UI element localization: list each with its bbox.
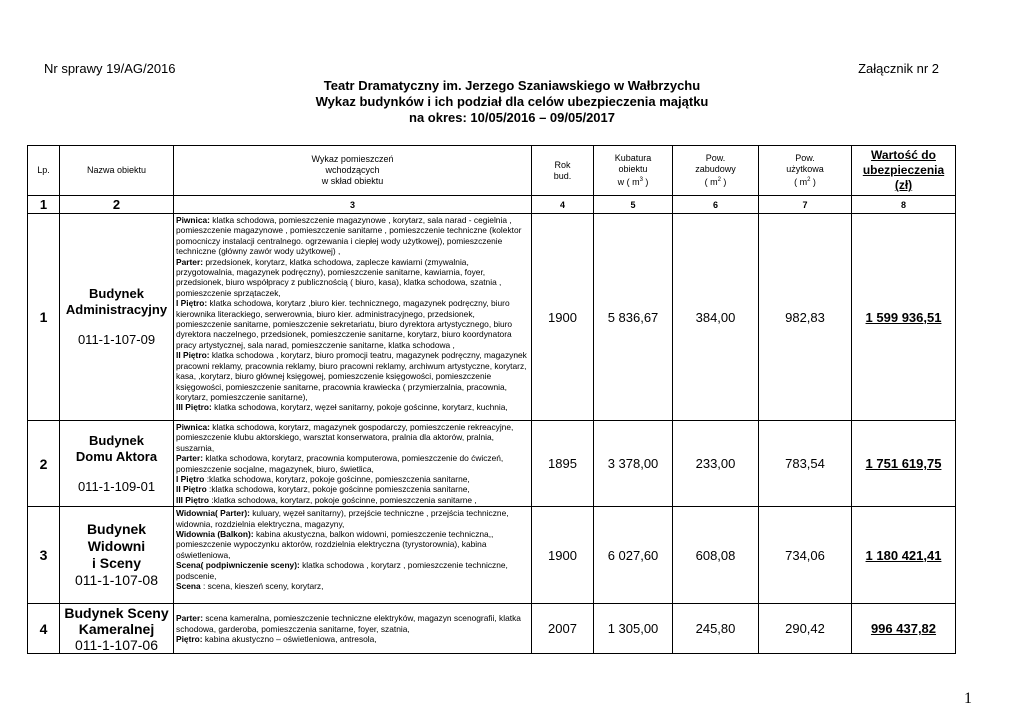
column-number: 2 (60, 196, 174, 214)
usable-area: 783,54 (759, 421, 852, 507)
col-value-line: (zł) (894, 178, 913, 192)
column-number: 8 (852, 196, 956, 214)
rooms-description (174, 507, 532, 604)
column-number: 5 (594, 196, 673, 214)
document-title (0, 78, 1024, 126)
building-name (60, 507, 174, 604)
table-header-row (28, 146, 956, 196)
usable-area: 290,42 (759, 604, 852, 654)
col-volume-line (594, 175, 672, 188)
floor-entry (176, 402, 529, 412)
building-name (60, 421, 174, 507)
usable-area: 734,06 (759, 507, 852, 604)
floor-entry (176, 634, 529, 644)
rooms-description (174, 421, 532, 507)
title-line-3: na okres: 10/05/2016 – 09/05/2017 (409, 110, 615, 125)
col-built-line (673, 175, 758, 188)
floor-rooms: kuluary, węzeł sanitarny), przejście techniczne , przejścia techniczne, widownia, rozdzielnia elektryczna, magazyny, (176, 508, 509, 529)
table-row (28, 214, 956, 421)
floor-entry (176, 350, 529, 402)
floor-entry (176, 453, 529, 474)
build-year: 1900 (532, 214, 594, 421)
col-usable-line: Pow. (795, 153, 815, 163)
floor-rooms: scena kameralna, pomieszczenie techniczne elektryków, magazyn scenografii, klatka schodowa, garderoba, pomieszczenia sanitarne, foyer, szatnia, (176, 613, 521, 634)
col-volume-unit: w ( m (617, 177, 640, 187)
floor-rooms: klatka schodowa , korytarz , pomieszczenie techniczne, podscenie, (176, 560, 508, 581)
floor-label: Scena( podpiwniczenie sceny): (176, 560, 300, 571)
col-volume-end: ) (642, 177, 649, 187)
volume: 1 305,00 (594, 604, 673, 654)
volume: 3 378,00 (594, 421, 673, 507)
floor-entry (176, 560, 529, 581)
col-volume-line: Kubatura (614, 153, 652, 163)
col-usable-line: użytkowa (786, 164, 824, 174)
row-lp: 2 (28, 421, 60, 507)
floor-label: I Piętro: (176, 298, 208, 309)
col-value-line: Wartość do (871, 148, 936, 162)
floor-entry (176, 495, 529, 505)
insured-value: 1 180 421,41 (852, 507, 956, 604)
floor-entry (176, 529, 529, 560)
floor-label: Widownia( Parter): (176, 508, 250, 519)
floor-label: Widownia (Balkon): (176, 529, 254, 540)
col-year-line: Rok (554, 159, 571, 170)
case-number: Nr sprawy 19/AG/2016 (44, 61, 176, 76)
build-year: 1895 (532, 421, 594, 507)
column-number: 6 (673, 196, 759, 214)
col-built-area (673, 146, 759, 196)
column-number: 3 (174, 196, 532, 214)
rooms-description (174, 604, 532, 654)
build-year: 2007 (532, 604, 594, 654)
col-value-line: ubezpieczenia (862, 163, 945, 177)
col-usable-sup: 2 (807, 177, 811, 183)
title-line-2: Wykaz budynków i ich podział dla celów ubezpieczenia majątku (315, 94, 709, 109)
floor-rooms: klatka schodowa , korytarz, biuro promocji teatru, magazynek podręczny, magazynek pracowni reklamy, pracownia reklamy, biuro pracowni reklamy, archiwum artystyczne, korytarz, kasa, ,korytarz, biuro głównej księgowej, pomieszczenie księgowości, pomieszczenie księgowości, pomieszczenie sanitarne, pracownia krawiecka ( przymierzalnia, pracownia, korytarz, pomieszczenie sanitarne), (176, 350, 527, 402)
building-name-line: Administracyjny (65, 302, 168, 317)
floor-entry (176, 581, 529, 591)
col-usable-end: ) (810, 177, 816, 187)
floor-rooms: :klatka schodowa, korytarz, pokoje gościnne, pomieszczenia sanitarne, (204, 474, 470, 485)
insured-value: 1 599 936,51 (852, 214, 956, 421)
floor-rooms: kabina akustyczna, balkon widowni, pomieszczenie techniczna,, pomieszczenie wypoczynku aktorów, rozdzielnia elektryczna (tyrystorownia), kabina oświetleniowa, (176, 529, 494, 560)
col-built-sup: 2 (717, 177, 721, 183)
building-code: 011-1-109-01 (77, 478, 156, 494)
building-name-line: Budynek Sceny (64, 604, 169, 621)
built-area: 233,00 (673, 421, 759, 507)
floor-rooms: przedsionek, korytarz, klatka schodowa, zaplecze kawiarni (zmywalnia, przygotowalnia, magazynek podręczny), pomieszczenie sanitarne, kawiarnia, foyer, przedsionek, biuro współpracy z publicznością ( biuro, kasa), klatka schodowa, szatnia , pomieszczenie sprzątaczek, (176, 256, 502, 298)
col-built-unit: ( m (704, 177, 718, 187)
col-year-line: bud. (553, 170, 572, 181)
column-number-row (28, 196, 956, 214)
built-area: 245,80 (673, 604, 759, 654)
attachment-label: Załącznik nr 2 (858, 61, 939, 76)
table-row (28, 507, 956, 604)
building-name-line: Budynek (89, 432, 144, 448)
column-number: 4 (532, 196, 594, 214)
col-rooms-line: w skład obiektu (321, 176, 384, 186)
floor-label: Parter: (176, 256, 203, 267)
floor-entry (176, 298, 529, 350)
floor-entry (176, 474, 529, 484)
floor-label: II Piętro: (176, 350, 210, 361)
column-number: 7 (759, 196, 852, 214)
floor-entry (176, 484, 529, 494)
col-volume-sup: 3 (639, 177, 643, 183)
floor-label: II Piętro (176, 484, 207, 495)
floor-rooms: kabina akustyczno – oświetleniowa, antresola, (202, 633, 377, 644)
col-name: Nazwa obiektu (60, 146, 174, 196)
building-name-line: Domu Aktora (75, 448, 158, 464)
floor-label: Piwnica: (176, 215, 210, 225)
building-code: 011-1-107-09 (77, 332, 156, 347)
floor-rooms: :klatka schodowa, korytarz, pokoje gościnne, pomieszczenia sanitarne , (209, 494, 477, 505)
rooms-description (174, 214, 532, 421)
building-code: 011-1-107-06 (74, 636, 159, 653)
built-area: 384,00 (673, 214, 759, 421)
floor-rooms: klatka schodowa, korytarz ,biuro kier. technicznego, magazynek podręczny, biuro kierownika literackiego, serwerownia, biuro kier. administracyjnego, przedsionek, pomieszczenie sanitarne, pomieszczenie sekretariatu, biuro dyrektora artystycznego, biuro dyrektora naczelnego, przedsionek, pomieszczenie sanitarne, korytarz, biuro koordynatora pracy artystycznej, sala narad, pomieszczenie sanitarne, klatka schodowa , (176, 298, 513, 350)
floor-entry (176, 508, 529, 529)
floor-rooms: : scena, kieszeń sceny, korytarz, (200, 581, 324, 592)
floor-rooms: klatka schodowa, korytarz, węzeł sanitarny, pokoje gościnne, korytarz, kuchnia, (211, 402, 508, 413)
floor-rooms: klatka schodowa, pomieszczenie magazynowe , korytarz, sala narad - cegielnia , pomieszczenie magazynowe , pomieszczenie sanitarne , pomieszczenie techniczne (kolektor pomocniczy instalacji centralnego. ogrzewania i ciepłej wody użytkowej), pomieszczenie techniczne (główny zawór wody użytkowej) , (176, 215, 522, 257)
floor-label: I Piętro (176, 474, 205, 485)
col-usable-area (759, 146, 852, 196)
floor-label: Piwnica: (176, 422, 210, 432)
col-volume-line: obiektu (618, 164, 648, 174)
title-line-1: Teatr Dramatyczny im. Jerzego Szaniawskiego w Wałbrzychu (323, 78, 701, 93)
floor-rooms: klatka schodowa, korytarz, pracownia komputerowa, pomieszczenie do ćwiczeń, pomieszczenie socjalne, magazynek, biuro, świetlica, (176, 453, 504, 474)
building-name-line: Budynek (89, 286, 144, 301)
build-year: 1900 (532, 507, 594, 604)
row-lp: 3 (28, 507, 60, 604)
column-number: 1 (28, 196, 60, 214)
floor-label: Parter: (176, 453, 203, 464)
insured-value: 1 751 619,75 (852, 421, 956, 507)
row-lp: 1 (28, 214, 60, 421)
building-name-line: i Sceny (91, 555, 142, 572)
col-built-line: zabudowy (695, 164, 736, 174)
col-volume (594, 146, 673, 196)
building-name (60, 214, 174, 421)
floor-entry (176, 613, 529, 634)
insured-value: 996 437,82 (852, 604, 956, 654)
floor-label: Piętro: (176, 633, 203, 644)
floor-label: Parter: (176, 613, 203, 624)
col-lp: Lp. (28, 146, 60, 196)
col-rooms-line: Wykaz pomieszczeń (311, 154, 394, 164)
col-built-line: Pow. (705, 153, 726, 163)
page-number: 1 (964, 690, 972, 707)
building-name-line: Budynek (86, 521, 147, 538)
volume: 6 027,60 (594, 507, 673, 604)
buildings-table (27, 145, 956, 654)
usable-area: 982,83 (759, 214, 852, 421)
built-area: 608,08 (673, 507, 759, 604)
floor-rooms: :klatka schodowa, korytarz, pokoje gościnne pomieszczenia sanitarne, (206, 484, 470, 495)
row-lp: 4 (28, 604, 60, 654)
col-built-end: ) (720, 177, 727, 187)
floor-label: III Piętro (176, 494, 210, 505)
table-row (28, 604, 956, 654)
floor-entry (176, 422, 529, 453)
building-name-line: Kameralnej (78, 620, 155, 637)
building-name (60, 604, 174, 654)
floor-rooms: klatka schodowa, korytarz, magazynek gospodarczy, pomieszczenie rekreacyjne, pomieszczenie klubu aktorskiego, warsztat konserwatora, pralnia dla aktorów, pralnia, suszarnia, (176, 422, 514, 453)
col-usable-unit: ( m (794, 177, 808, 187)
col-rooms-line: wchodzących (325, 165, 380, 175)
col-rooms (174, 146, 532, 196)
floor-label: III Piętro: (176, 402, 212, 413)
building-name-line: Widowni (87, 538, 146, 555)
floor-label: Scena (176, 581, 201, 592)
floor-entry (176, 257, 529, 299)
table-row (28, 421, 956, 507)
floor-entry (176, 215, 529, 257)
volume: 5 836,67 (594, 214, 673, 421)
col-insured-value (852, 146, 956, 196)
col-year (532, 146, 594, 196)
col-usable-line (759, 175, 851, 188)
building-code: 011-1-107-08 (74, 572, 159, 589)
